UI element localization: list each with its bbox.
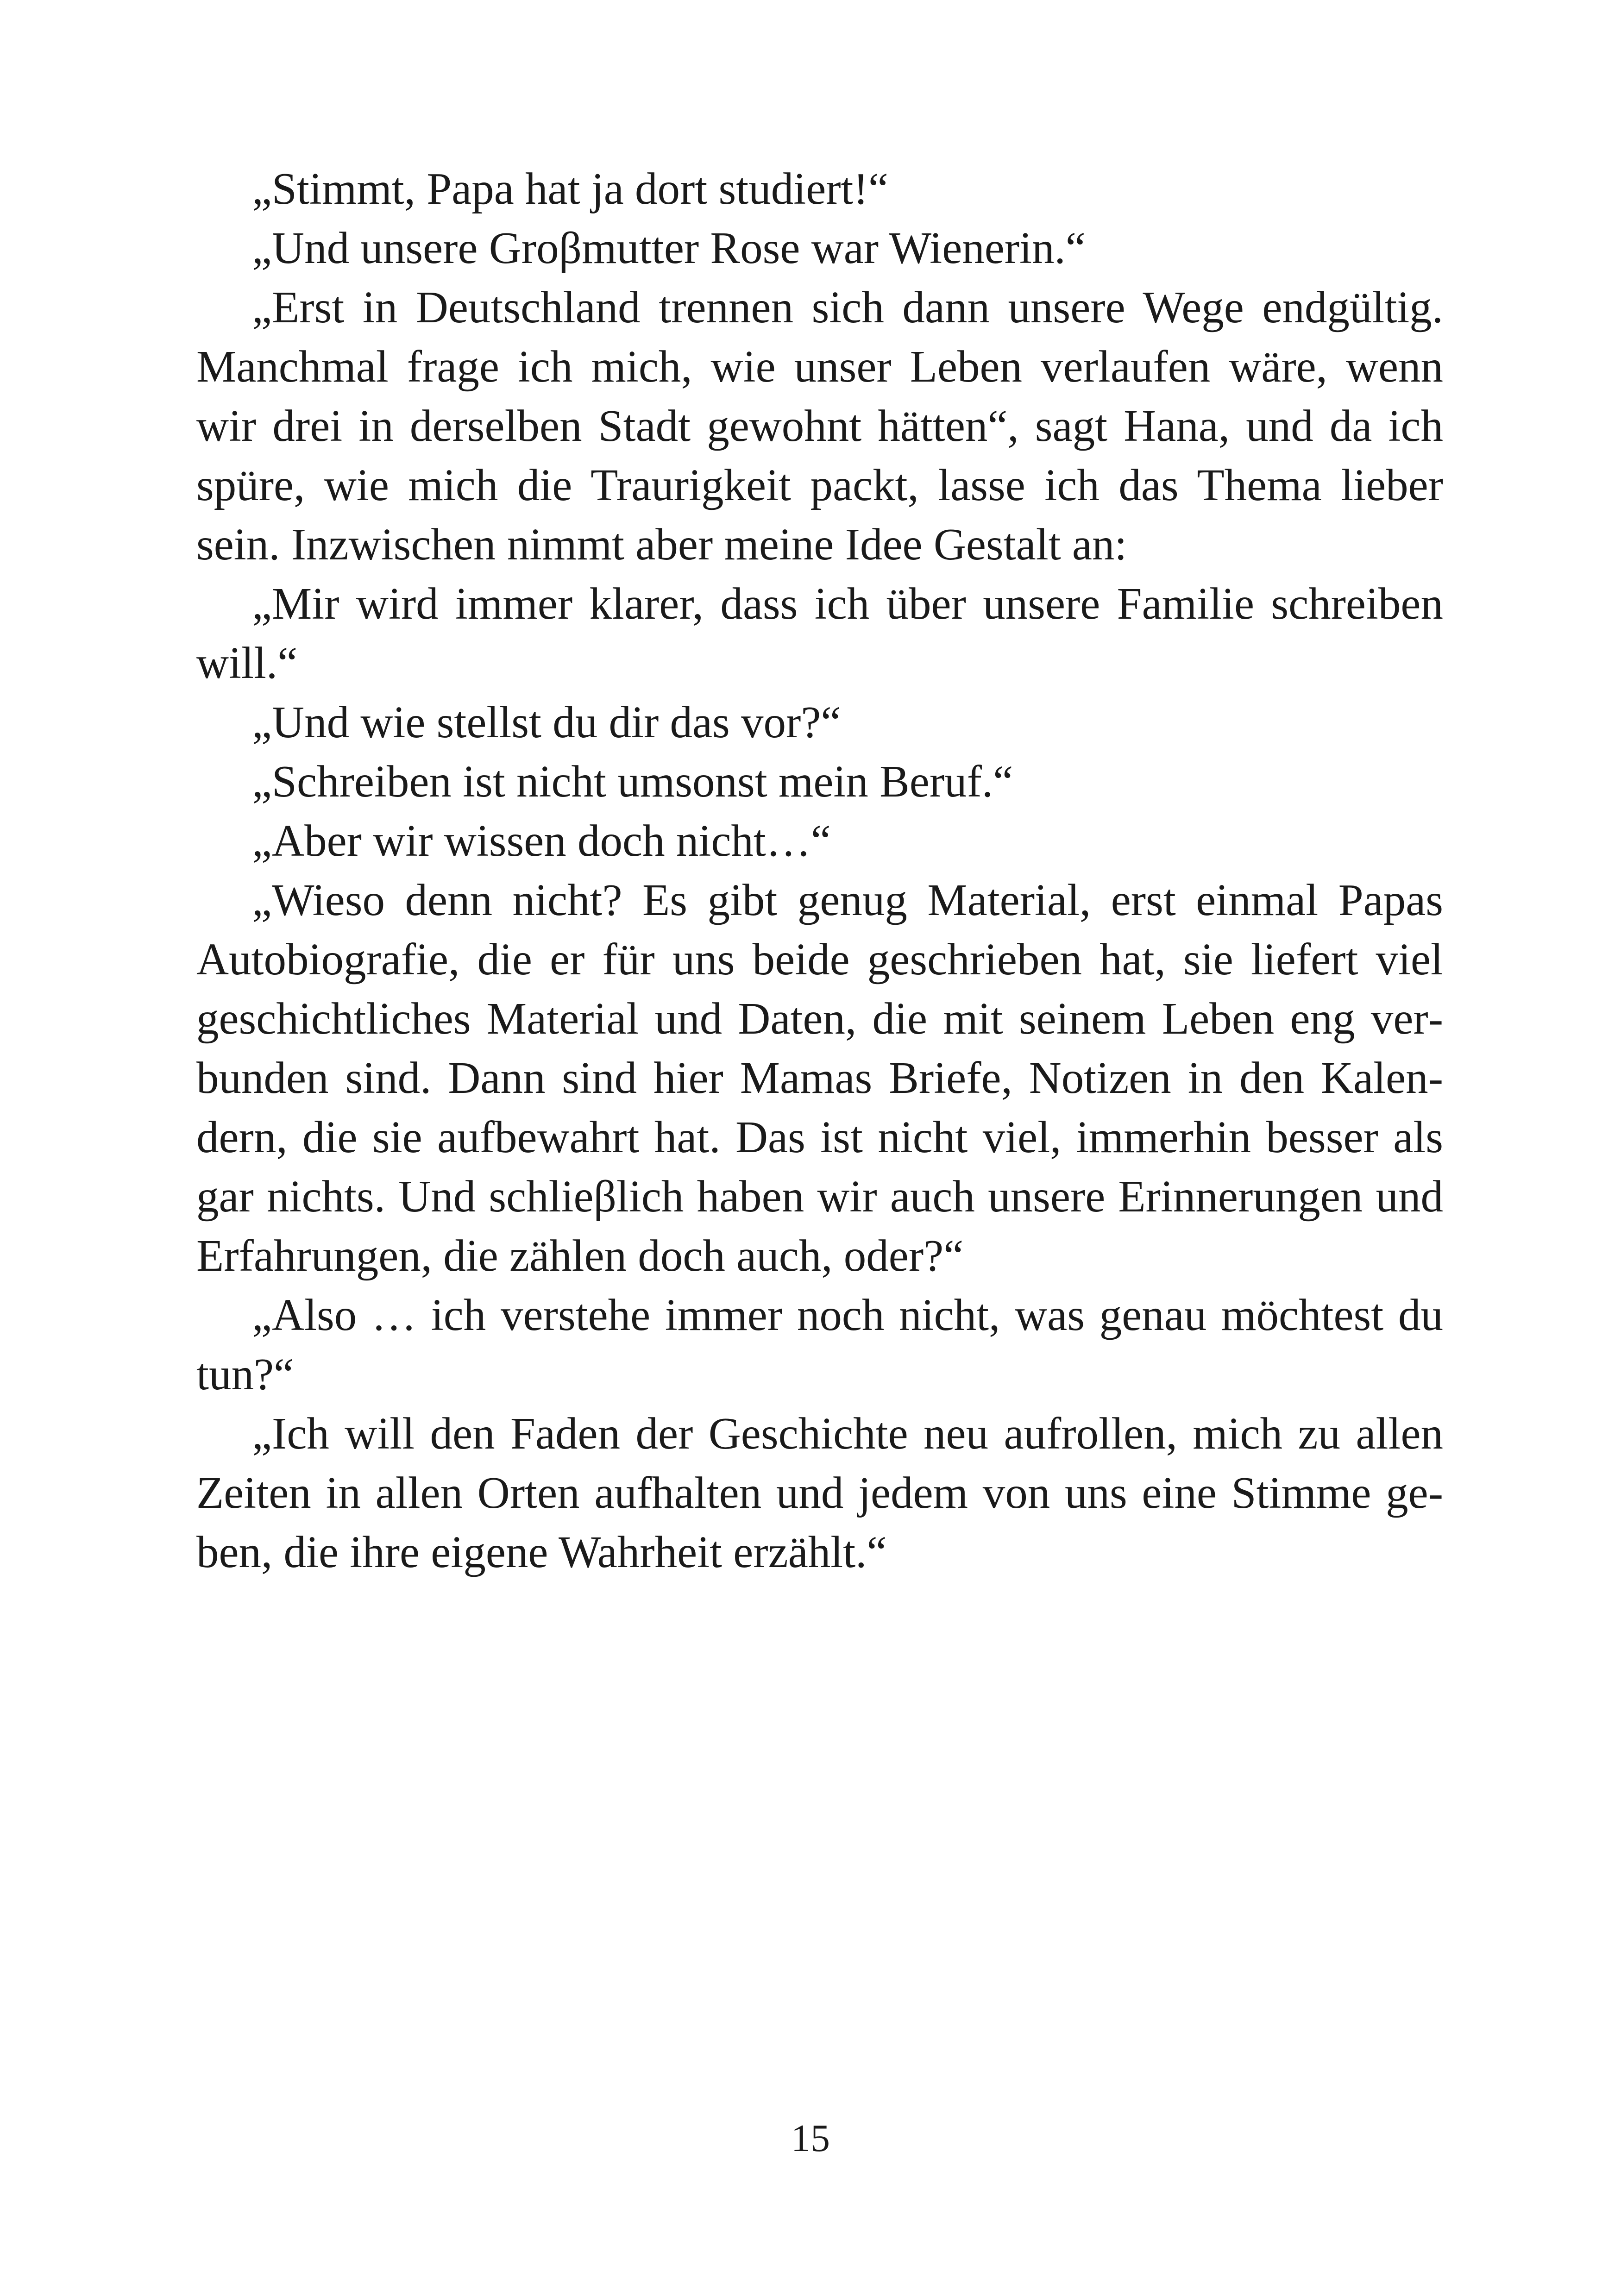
paragraph: „Und wie stellst du dir das vor?“ [252, 697, 841, 747]
paragraph: „Also … ich verstehe immer noch nicht, was genau möchtest du tun?“ [196, 1290, 1443, 1399]
paragraph: „Und unsere Groβmutter Rose war Wienerin.“ [252, 223, 1086, 273]
page-number: 15 [791, 2117, 830, 2160]
paragraph: „Ich will den Faden der Geschichte neu aufrollen, mich zu allen Zeiten in allen Orten aufhalten und jedem von uns eine Stimme geben, die ihre eigene Wahrheit erzählt.“ [196, 1409, 1443, 1577]
paragraph: „Erst in Deutschland trennen sich dann unsere Wege endgültig. Manchmal frage ich mich, wie unser Leben verlaufen wäre, wenn wir drei in derselben Stadt gewohnt hätten“, sagt Hana, und da ich spüre, wie mich die Traurigkeit packt, lasse ich das Thema lieber sein. Inzwischen nimmt aber meine Idee Gestalt an: [196, 282, 1443, 569]
paragraph: „Wieso denn nicht? Es gibt genug Material, erst einmal Papas Autobiografie, die er für uns beide geschrieben hat, sie liefert viel geschichtliches Material und Daten, die mit seinem Leben eng verbunden sind. Dann sind hier Mamas Briefe, Notizen in den Kalendern, die sie aufbewahrt hat. Das ist nicht viel, immerhin besser als gar nichts. Und schlieβlich haben wir auch unsere Erinnerungen und Erfahrungen, die zählen doch auch, oder?“ [196, 875, 1443, 1280]
paragraph: „Mir wird immer klarer, dass ich über unsere Familie schreiben will.“ [196, 579, 1443, 688]
body-text [196, 159, 1443, 1582]
paragraph: „Stimmt, Papa hat ja dort studiert!“ [252, 164, 888, 213]
paragraph: „Aber wir wissen doch nicht…“ [252, 816, 831, 866]
paragraph: „Schreiben ist nicht umsonst mein Beruf.“ [252, 757, 1013, 806]
